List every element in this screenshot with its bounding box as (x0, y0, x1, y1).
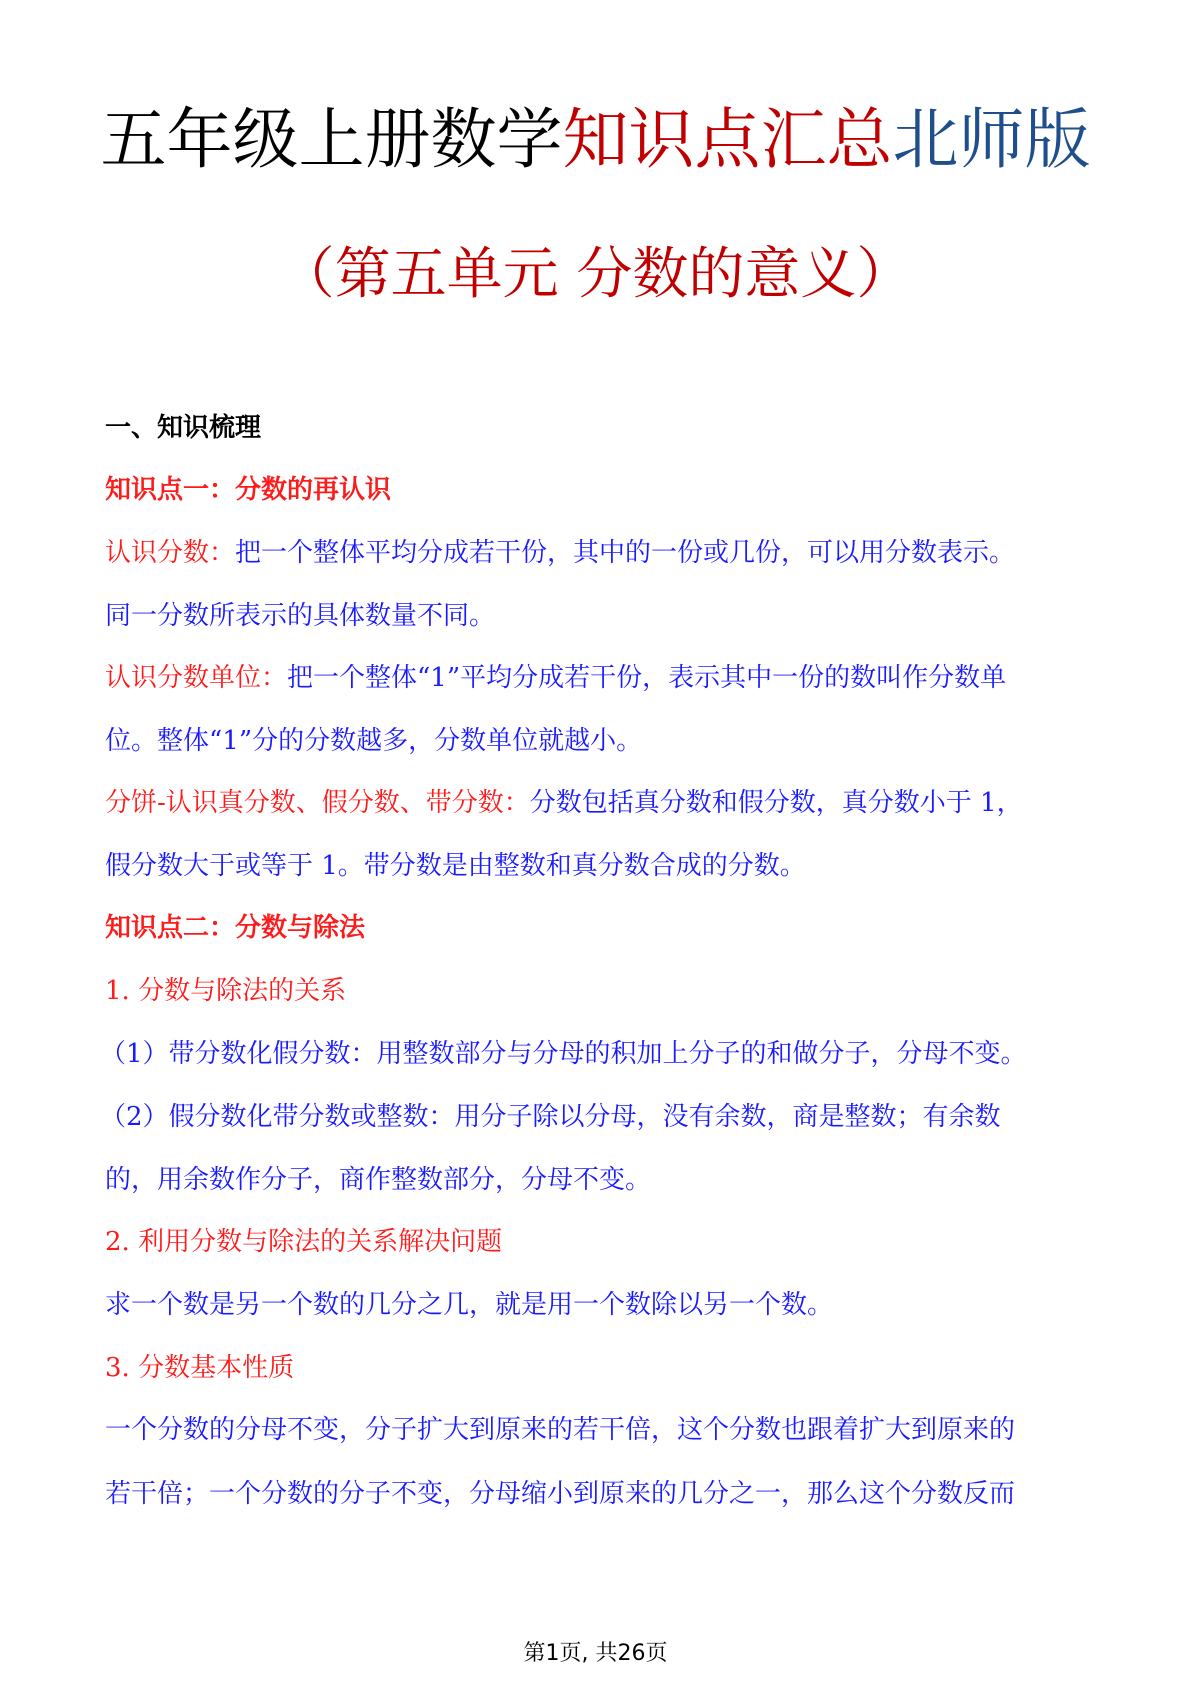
title-part-grade: 五年级上册数学 (100, 101, 563, 178)
subsection-heading: 1. 分数与除法的关系 (105, 976, 347, 1006)
paragraph-continued: 若干倍；一个分数的分子不变，分母缩小到原来的几分之一，那么这个分数反而 (105, 1479, 1016, 1509)
title-part-edition: 北师版 (892, 101, 1091, 178)
subsection-heading: 2. 利用分数与除法的关系解决问题 (105, 1227, 503, 1257)
section-heading: 一、知识梳理 (105, 413, 262, 443)
knowledge-point-1-heading: 知识点一：分数的再认识 (105, 475, 392, 505)
term-label: 认识分数单位： (105, 663, 288, 693)
term-text: 把一个整体“1”平均分成若干份，表示其中一份的数叫作分数单 (287, 663, 1007, 693)
subsection-heading: 3. 分数基本性质 (105, 1353, 295, 1383)
page-number: 第1页, 共26页 (523, 1641, 668, 1666)
paragraph: 一个分数的分母不变，分子扩大到原来的若干倍，这个分数也跟着扩大到原来的 (105, 1415, 1016, 1445)
term-label: 分饼-认识真分数、假分数、带分数： (105, 788, 530, 818)
paragraph: （2）假分数化带分数或整数：用分子除以分母，没有余数，商是整数；有余数 (100, 1102, 1001, 1132)
document-subtitle: （第五单元 分数的意义） (278, 242, 913, 307)
paragraph-continued: 假分数大于或等于 1。带分数是由整数和真分数合成的分数。 (105, 851, 806, 881)
title-part-summary: 知识点汇总 (562, 101, 893, 178)
paragraph (105, 535, 1095, 571)
paragraph (105, 785, 1095, 821)
term-label: 认识分数： (105, 538, 236, 568)
knowledge-point-2-heading: 知识点二：分数与除法 (105, 913, 366, 943)
paragraph-continued: 位。整体“1”分的分数越多，分数单位就越小。 (105, 726, 643, 756)
paragraph: 求一个数是另一个数的几分之几，就是用一个数除以另一个数。 (105, 1290, 834, 1320)
term-text: 分数包括真分数和假分数，真分数小于 1， (529, 788, 1023, 818)
paragraph-continued: 的，用余数作分子，商作整数部分，分母不变。 (105, 1165, 652, 1195)
term-text: 把一个整体平均分成若干份，其中的一份或几份，可以用分数表示。 (235, 538, 1016, 568)
paragraph: （1）带分数化假分数：用整数部分与分母的积加上分子的和做分子，分母不变。 (100, 1039, 1027, 1069)
paragraph-continued: 同一分数所表示的具体数量不同。 (105, 601, 496, 631)
document-title (0, 100, 1191, 180)
paragraph (105, 660, 1095, 696)
